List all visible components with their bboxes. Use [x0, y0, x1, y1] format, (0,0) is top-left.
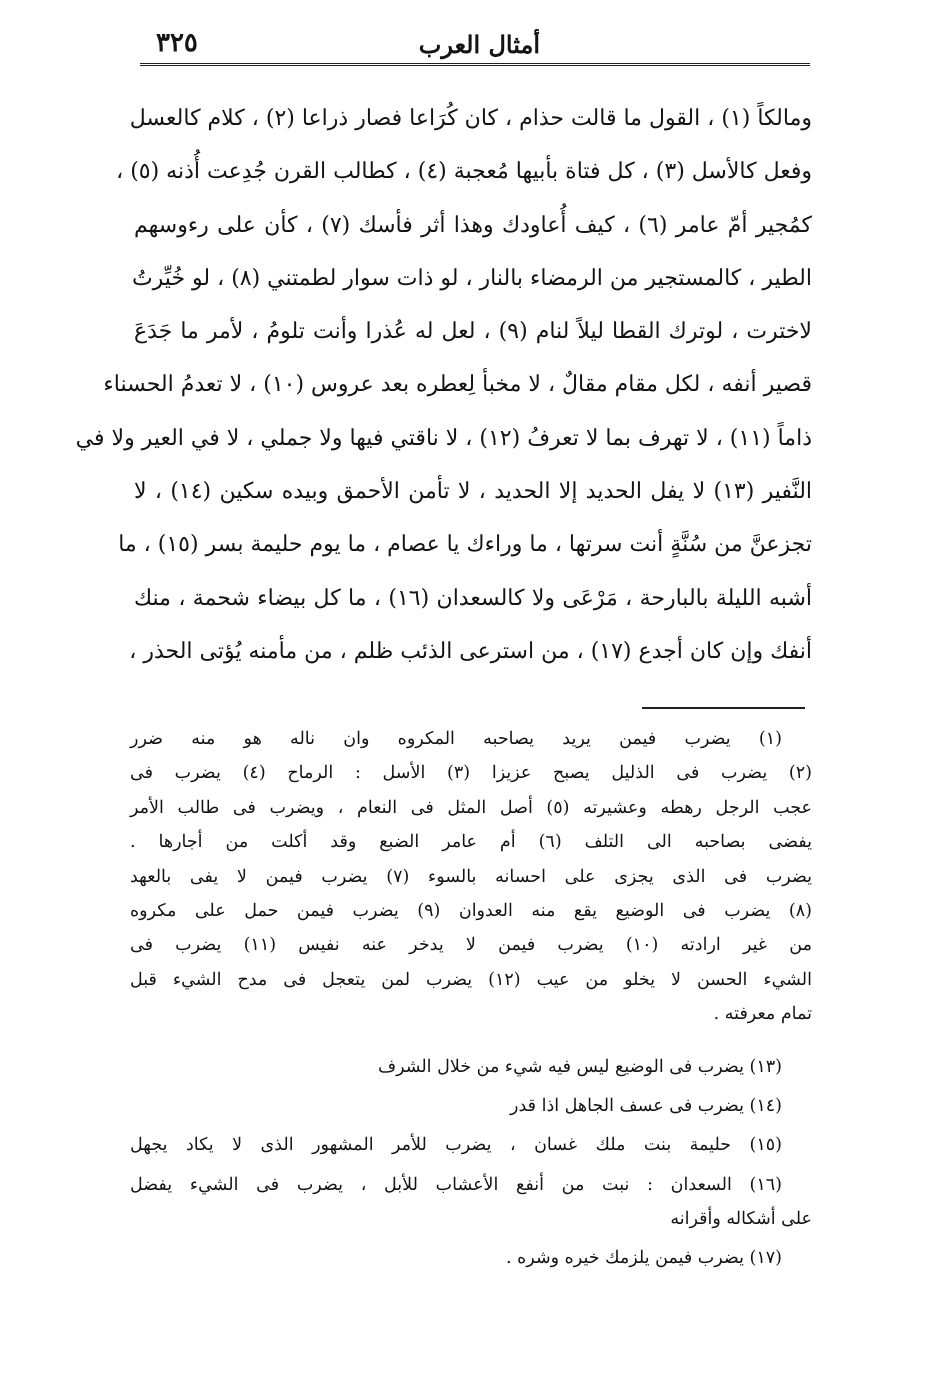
footnote-line: يفضى بصاحبه الى التلف (٦) أم عامر الضبع وقد أكلت من أجارها . — [130, 832, 812, 853]
header-rule — [140, 63, 810, 66]
footnote-17: (١٧) يضرب فيمن يلزمك خيره وشره . — [506, 1248, 782, 1269]
main-text — [75, 92, 813, 678]
main-line-7: ذاماً (١١) ، لا تهرف بما لا تعرفُ (١٢) ، لا ناقتي فيها ولا جملي ، لا في العير ولا في — [75, 425, 812, 451]
footnotes — [130, 722, 812, 1276]
footnote-line: تمام معرفته . — [713, 1004, 812, 1025]
main-line-1: ومالكاً (١) ، القول ما قالت حذام ، كان كُرَاعا فصار ذراعا (٢) ، كلام كالعسل — [129, 106, 812, 131]
footnote-line: (٨) يضرب فى الوضيع يقع منه العدوان (٩) يضرب فيمن حمل على مكروه — [130, 900, 812, 921]
main-line-9: تجزعنَّ من سُنَّةٍ أنت سرتها ، ما وراءك يا عصام ، ما يوم حليمة بسر (١٥) ، ما — [118, 532, 812, 558]
main-line-4: الطير ، كالمستجير من الرمضاء بالنار ، لو ذات سوار لطمتني (٨) ، لو خُيِّرتُ — [131, 265, 812, 291]
footnote-15: (١٥) حليمة بنت ملك غسان ، يضرب للأمر المشهور الذى لا يكاد يجهل — [130, 1135, 782, 1156]
footnote-line: الشيء الحسن لا يخلو من عيب (١٢) يضرب لمن يتعجل فى مدح الشيء قبل — [130, 969, 812, 990]
footnote-rule — [642, 707, 805, 709]
main-line-3: كمُجير أمّ عامر (٦) ، كيف أُعاودك وهذا أثر فأسك (٧) ، كأن على رءوسهم — [134, 212, 812, 238]
main-line-5: لاخترت ، لوترك القطا ليلاً لنام (٩) ، لعل له عُذرا وأنت تلومُ ، لأمر ما جَدَعَ — [134, 319, 812, 345]
footnote-16-cont: على أشكاله وأقرانه — [670, 1209, 812, 1230]
footnote-13: (١٣) يضرب فى الوضيع ليس فيه شيء من خلال الشرف — [377, 1056, 782, 1077]
main-line-8: النَّفير (١٣) لا يفل الحديد إلا الحديد ، لا تأمن الأحمق وبيده سكين (١٤) ، لا — [134, 479, 813, 505]
footnote-16: (١٦) السعدان : نبت من أنفع الأعشاب للأبل ، يضرب فى الشيء يفضل — [130, 1174, 782, 1195]
footnote-line: (٢) يضرب فى الذليل يصبح عزيزا (٣) الأسل : الرماح (٤) يضرب فى — [130, 763, 812, 784]
main-line-2: وفعل كالأسل (٣) ، كل فتاة بأبيها مُعجبة (٤) ، كطالب القرن جُدِعت أُذنه (٥) ، — [116, 159, 812, 185]
main-line-6: قصير أنفه ، لكل مقام مقالٌ ، لا مخبأ لِعطره بعد عروس (١٠) ، لا تعدمُ الحسناء — [103, 372, 812, 398]
main-line-10: أشبه الليلة بالبارحة ، مَرْعَى ولا كالسعدان (١٦) ، ما كل بيضاء شحمة ، منك — [134, 585, 812, 611]
footnote-line: يضرب فى الذى يجزى على احسانه بالسوء (٧) يضرب فيمن لا يفى بالعهد — [130, 866, 813, 887]
running-title: أمثال العرب — [418, 30, 540, 59]
footnote-14: (١٤) يضرب فى عسف الجاهل اذا قدر — [510, 1095, 782, 1116]
main-line-11: أنفك وإن كان أجدع (١٧) ، من استرعى الذئب ظلم ، من مأمنه يُؤتى الحذر ، — [129, 638, 812, 664]
page-header — [140, 22, 810, 66]
footnote-line: عجب الرجل رهطه وعشيرته (٥) أصل المثل فى النعام ، ويضرب فى طالب الأمر — [130, 797, 812, 818]
page-number: ٣٢٥ — [156, 28, 198, 58]
footnote-line: من غير ارادته (١٠) يضرب فيمن لا يدخر عنه نفيس (١١) يضرب فى — [130, 935, 812, 956]
footnote-line: (١) يضرب فيمن يريد يصاحبه المكروه وان ناله هو منه ضرر — [130, 729, 782, 749]
